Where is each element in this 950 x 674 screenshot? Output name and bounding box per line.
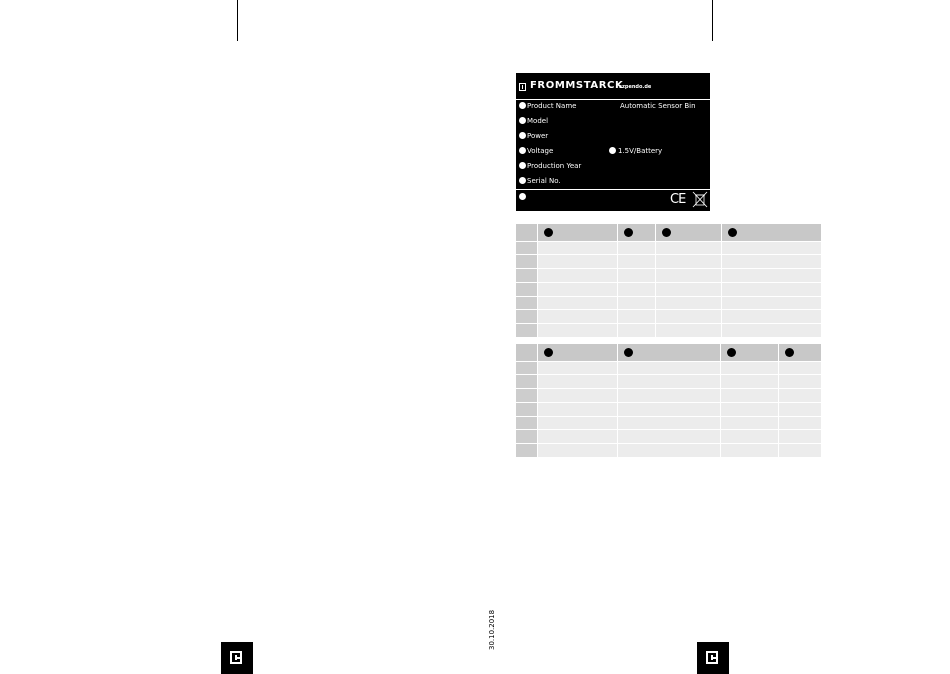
crop-mark-left [237, 0, 238, 41]
header-bullet-icon [785, 348, 794, 357]
table-header-cell [655, 224, 721, 241]
table-header-cell [516, 224, 537, 241]
header-bullet-icon [624, 228, 633, 237]
label-divider [516, 189, 710, 190]
table-row [516, 296, 821, 310]
bullet-icon [519, 162, 526, 169]
table-row [516, 416, 821, 430]
bullet-icon [519, 117, 526, 124]
bullet-icon [519, 177, 526, 184]
table-row [516, 389, 821, 403]
table-row [516, 430, 821, 444]
header-bullet-icon [728, 228, 737, 237]
label-value: Automatic Sensor Bin [620, 102, 696, 110]
table-header-cell [617, 344, 720, 361]
table-header-cell [721, 224, 821, 241]
footer-logo-left [221, 642, 253, 674]
brand-name: FROMMSTARCK [530, 80, 624, 91]
label-key: Product Name [527, 102, 577, 110]
header-bullet-icon [662, 228, 671, 237]
crop-mark-right [712, 0, 713, 41]
label-key: Production Year [527, 162, 582, 170]
table-row [516, 282, 821, 296]
product-rating-label [516, 73, 710, 211]
table-header-cell [778, 344, 821, 361]
table-row [516, 255, 821, 269]
brand-logo-icon [706, 651, 718, 664]
brand-domain: szpendo.de [619, 84, 652, 90]
header-bullet-icon [624, 348, 633, 357]
print-date: 30.10.2018 [488, 609, 496, 650]
header-bullet-icon [544, 348, 553, 357]
label-key: Serial No. [527, 177, 561, 185]
footer-logo-right [697, 642, 729, 674]
label-header [516, 73, 710, 100]
table-row [516, 444, 821, 458]
label-key: Voltage [527, 147, 554, 155]
table-header-cell [537, 344, 617, 361]
ce-mark: CE [670, 192, 686, 207]
table-row [516, 310, 821, 324]
label-value: 1.5V/Battery [618, 147, 663, 155]
table-header-row [516, 344, 821, 361]
spec-table-1 [516, 224, 822, 338]
table-row [516, 269, 821, 283]
bullet-icon [519, 132, 526, 139]
label-key: Model [527, 117, 549, 125]
table-header-row [516, 224, 821, 241]
table-row [516, 375, 821, 389]
bullet-icon [519, 193, 526, 200]
table-header-cell [537, 224, 617, 241]
bullet-icon [519, 147, 526, 154]
table-row [516, 324, 821, 338]
table-row [516, 361, 821, 375]
table-header-cell [516, 344, 537, 361]
brand-logo-icon [519, 83, 526, 91]
table-row [516, 402, 821, 416]
spec-table-2 [516, 344, 822, 458]
table-header-cell [720, 344, 778, 361]
header-bullet-icon [727, 348, 736, 357]
header-bullet-icon [544, 228, 553, 237]
table-header-cell [617, 224, 655, 241]
brand-logo-icon [230, 651, 242, 664]
label-key: Power [527, 132, 549, 140]
bullet-icon [609, 147, 616, 154]
weee-crossed-bin-icon [692, 191, 708, 208]
table-row [516, 241, 821, 255]
bullet-icon [519, 102, 526, 109]
